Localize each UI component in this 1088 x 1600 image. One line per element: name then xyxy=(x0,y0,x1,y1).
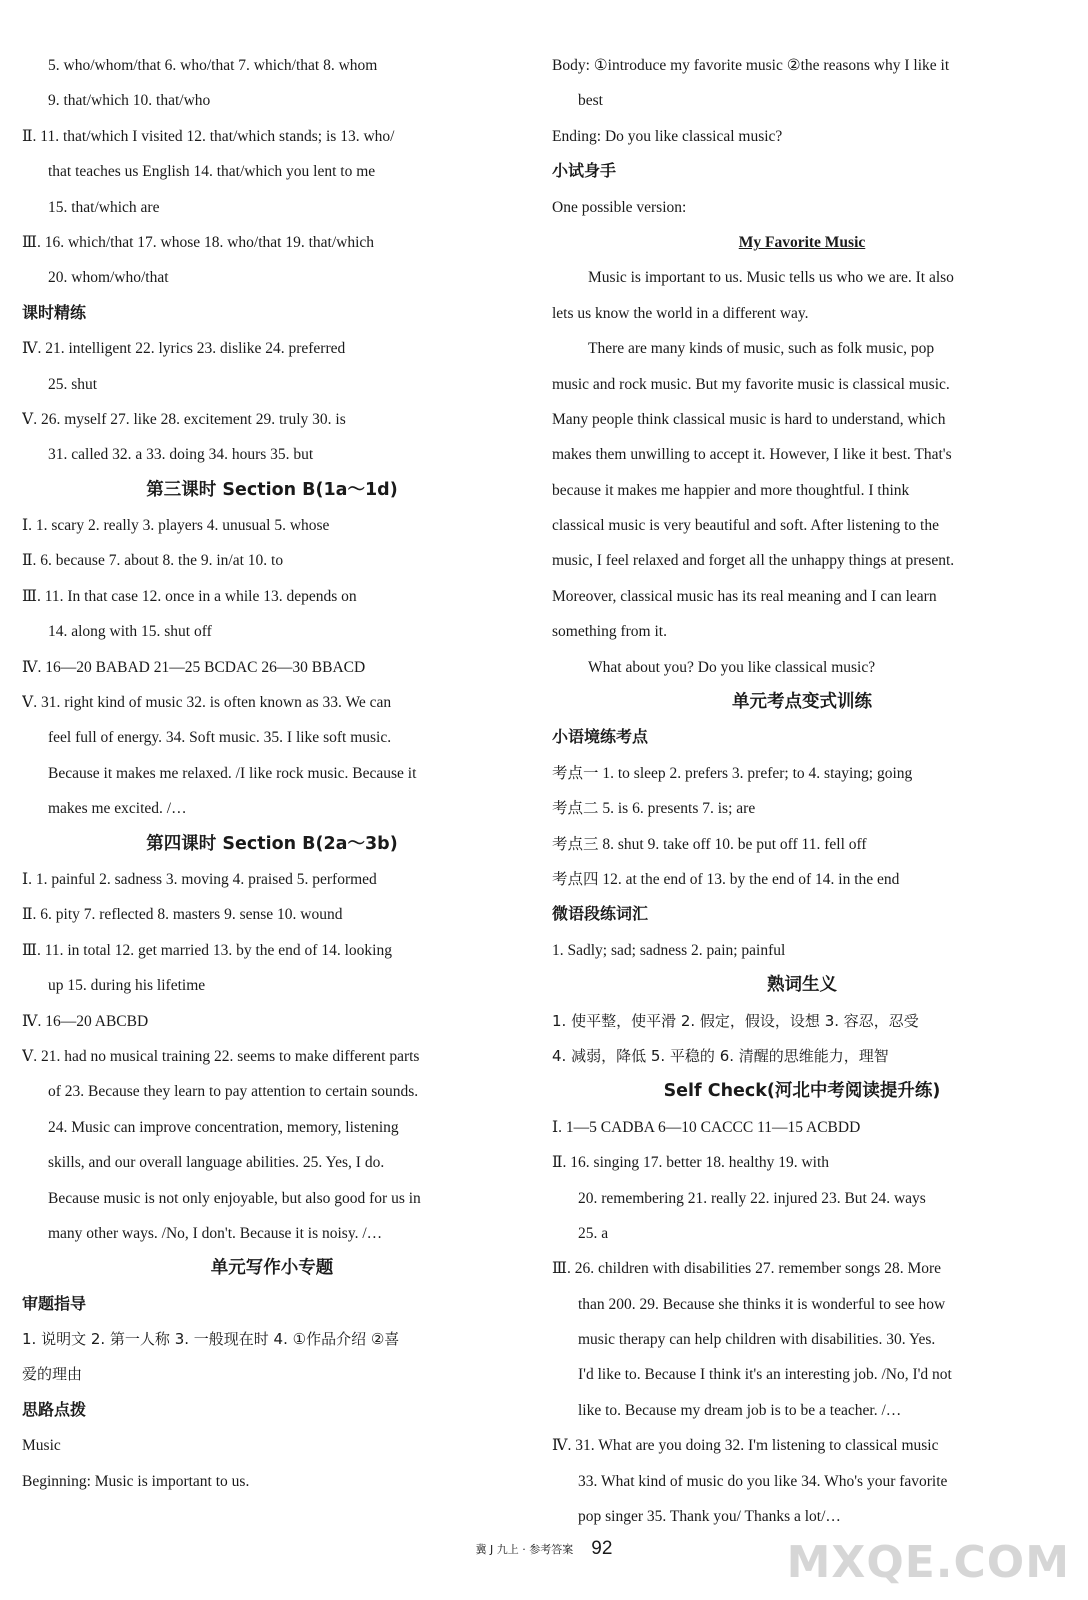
answer-line: What about you? Do you like classical music? xyxy=(588,658,876,676)
subsection-label: 课时精练 xyxy=(22,304,87,322)
answer-line: 考点二 5. is 6. presents 7. is; are xyxy=(552,800,756,818)
answer-line: 考点一 1. to sleep 2. prefers 3. prefer; to 4. staying; going xyxy=(552,764,913,782)
answer-line: Music is important to us. Music tells us who we are. It also xyxy=(588,269,954,287)
answer-line: Ⅲ. 11. in total 12. get married 13. by the end of 14. looking xyxy=(22,941,392,959)
answer-line: 9. that/which 10. that/who xyxy=(48,92,211,110)
answer-line: Ⅰ. 1. scary 2. really 3. players 4. unusual 5. whose xyxy=(22,517,330,535)
answer-line: Ⅱ. 6. because 7. about 8. the 9. in/at 10. to xyxy=(22,552,284,570)
subsection-label: 思路点拨 xyxy=(22,1401,87,1419)
answer-line: 24. Music can improve concentration, memory, listening xyxy=(48,1118,399,1136)
answer-line: Ⅳ. 16—20 BABAD 21—25 BCDAC 26—30 BBACD xyxy=(22,658,366,676)
answer-line: music and rock music. But my favorite music is classical music. xyxy=(552,375,950,393)
subsection-label: 微语段练词汇 xyxy=(552,906,649,924)
site-watermark: MXQE.COM xyxy=(786,1537,1070,1588)
answer-line: Body: ①introduce my favorite music ②the reasons why I like it xyxy=(552,57,950,74)
answer-line: Because music is not only enjoyable, but also good for us in xyxy=(48,1189,421,1207)
answer-line: Ⅱ. 16. singing 17. better 18. healthy 19. with xyxy=(552,1154,830,1172)
answer-line: Because it makes me relaxed. /I like rock music. Because it xyxy=(48,764,417,782)
answer-line: music, I feel relaxed and forget all the unhappy things at present. xyxy=(552,552,955,570)
section-heading: 单元考点变式训练 xyxy=(732,692,872,713)
answer-line: that teaches us English 14. that/which you lent to me xyxy=(48,163,376,181)
answer-line: Ⅲ. 11. In that case 12. once in a while 13. depends on xyxy=(22,587,357,605)
page-number: 92 xyxy=(591,1538,613,1559)
answer-line: There are many kinds of music, such as folk music, pop xyxy=(588,340,935,358)
answer-line: like to. Because my dream job is to be a teacher. /… xyxy=(578,1401,902,1419)
answer-line: One possible version: xyxy=(552,198,687,216)
answer-line: classical music is very beautiful and soft. After listening to the xyxy=(552,517,939,535)
answer-line: 25. shut xyxy=(48,375,98,393)
section-heading: 单元写作小专题 xyxy=(210,1258,334,1279)
answer-line: 25. a xyxy=(578,1224,609,1242)
answer-line: 20. remembering 21. really 22. injured 23. But 24. ways xyxy=(578,1189,926,1207)
answer-line: feel full of energy. 34. Soft music. 35. I like soft music. xyxy=(48,729,392,747)
answer-line: 1. 使平整，使平滑 2. 假定，假设，设想 3. 容忍，忍受 xyxy=(552,1011,919,1030)
answer-line: 1. Sadly; sad; sadness 2. pain; painful xyxy=(552,941,786,959)
answer-line: Beginning: Music is important to us. xyxy=(22,1472,250,1490)
answer-line: 考点三 8. shut 9. take off 10. be put off 11. fell off xyxy=(552,835,867,853)
answer-line: 爱的理由 xyxy=(22,1365,83,1384)
answer-line: 考点四 12. at the end of 13. by the end of 14. in the end xyxy=(552,870,900,888)
answer-line: 31. called 32. a 33. doing 34. hours 35. but xyxy=(48,446,314,464)
answer-line: best xyxy=(578,92,603,110)
answer-line: skills, and our overall language abilities. 25. Yes, I do. xyxy=(48,1154,385,1172)
answer-line: something from it. xyxy=(552,623,667,641)
answer-line: music therapy can help children with disabilities. 30. Yes. xyxy=(578,1331,936,1349)
answer-line: many other ways. /No, I don't. Because it is noisy. /… xyxy=(48,1224,383,1242)
answer-line: 20. whom/who/that xyxy=(48,269,169,287)
answer-line: Ⅴ. 31. right kind of music 32. is often known as 33. We can xyxy=(22,694,392,712)
answer-line: 33. What kind of music do you like 34. Who's your favorite xyxy=(578,1472,948,1490)
answer-line: Ⅲ. 26. children with disabilities 27. remember songs 28. More xyxy=(552,1260,942,1278)
subsection-label: 小语境练考点 xyxy=(552,729,649,747)
answer-line: because it makes me happier and more thoughtful. I think xyxy=(552,481,910,499)
answer-line: Ⅴ. 21. had no musical training 22. seems to make different parts xyxy=(22,1047,420,1065)
answer-line: Ⅲ. 16. which/that 17. whose 18. who/that 19. that/which xyxy=(22,233,375,251)
essay-title: My Favorite Music xyxy=(738,233,866,251)
answer-line: of 23. Because they learn to pay attention to certain sounds. xyxy=(48,1083,419,1101)
answer-line: Ⅰ. 1. painful 2. sadness 3. moving 4. praised 5. performed xyxy=(22,870,377,888)
answer-line: Ⅳ. 31. What are you doing 32. I'm listening to classical music xyxy=(552,1437,939,1455)
subsection-label: 审题指导 xyxy=(22,1295,87,1313)
answer-line: 5. who/whom/that 6. who/that 7. which/that 8. whom xyxy=(48,57,378,74)
section-heading: 熟词生义 xyxy=(767,975,837,996)
answer-line: makes me excited. /… xyxy=(48,800,187,818)
answer-line: makes them unwilling to accept it. However, I like it best. That's xyxy=(552,446,952,464)
section-heading: 第四课时 Section B(2a～3b) xyxy=(146,833,398,854)
answer-line: Many people think classical music is hard to understand, which xyxy=(552,410,946,428)
answer-line: Ⅳ. 16—20 ABCBD xyxy=(22,1012,149,1030)
answer-line: 14. along with 15. shut off xyxy=(48,623,212,641)
answer-line: Ⅱ. 6. pity 7. reflected 8. masters 9. sense 10. wound xyxy=(22,906,343,924)
subsection-label: 小试身手 xyxy=(552,163,617,181)
left-answer-column xyxy=(22,48,522,1499)
answer-line: Ⅱ. 11. that/which I visited 12. that/which stands; is 13. who/ xyxy=(22,127,395,145)
section-heading: Self Check(河北中考阅读提升练) xyxy=(663,1081,941,1102)
answer-line: Ⅳ. 21. intelligent 22. lyrics 23. dislike 24. preferred xyxy=(22,340,346,358)
answer-line: than 200. 29. Because she thinks it is wonderful to see how xyxy=(578,1295,946,1313)
answer-line: up 15. during his lifetime xyxy=(48,977,206,995)
answer-line: pop singer 35. Thank you/ Thanks a lot/… xyxy=(578,1508,841,1526)
answer-line: Ⅰ. 1—5 CADBA 6—10 CACCC 11—15 ACBDD xyxy=(552,1118,861,1136)
answer-line: lets us know the world in a different way. xyxy=(552,304,809,322)
section-heading: 第三课时 Section B(1a～1d) xyxy=(146,479,398,500)
answer-line: 4. 减弱，降低 5. 平稳的 6. 清醒的思维能力，理智 xyxy=(552,1046,889,1065)
answer-line: I'd like to. Because I think it's an interesting job. /No, I'd not xyxy=(578,1366,952,1384)
answer-line: Ⅴ. 26. myself 27. like 28. excitement 29. truly 30. is xyxy=(22,410,346,428)
answer-line: Music xyxy=(22,1437,61,1455)
answer-line: 1. 说明文 2. 第一人称 3. 一般现在时 4. ①作品介绍 ②喜 xyxy=(22,1330,400,1349)
footer-label: 冀 J 九上 · 参考答案 xyxy=(475,1543,574,1556)
answer-line: Ending: Do you like classical music? xyxy=(552,127,783,145)
answer-line: 15. that/which are xyxy=(48,198,160,216)
right-answer-column xyxy=(552,48,1052,1534)
answer-line: Moreover, classical music has its real meaning and I can learn xyxy=(552,587,937,605)
